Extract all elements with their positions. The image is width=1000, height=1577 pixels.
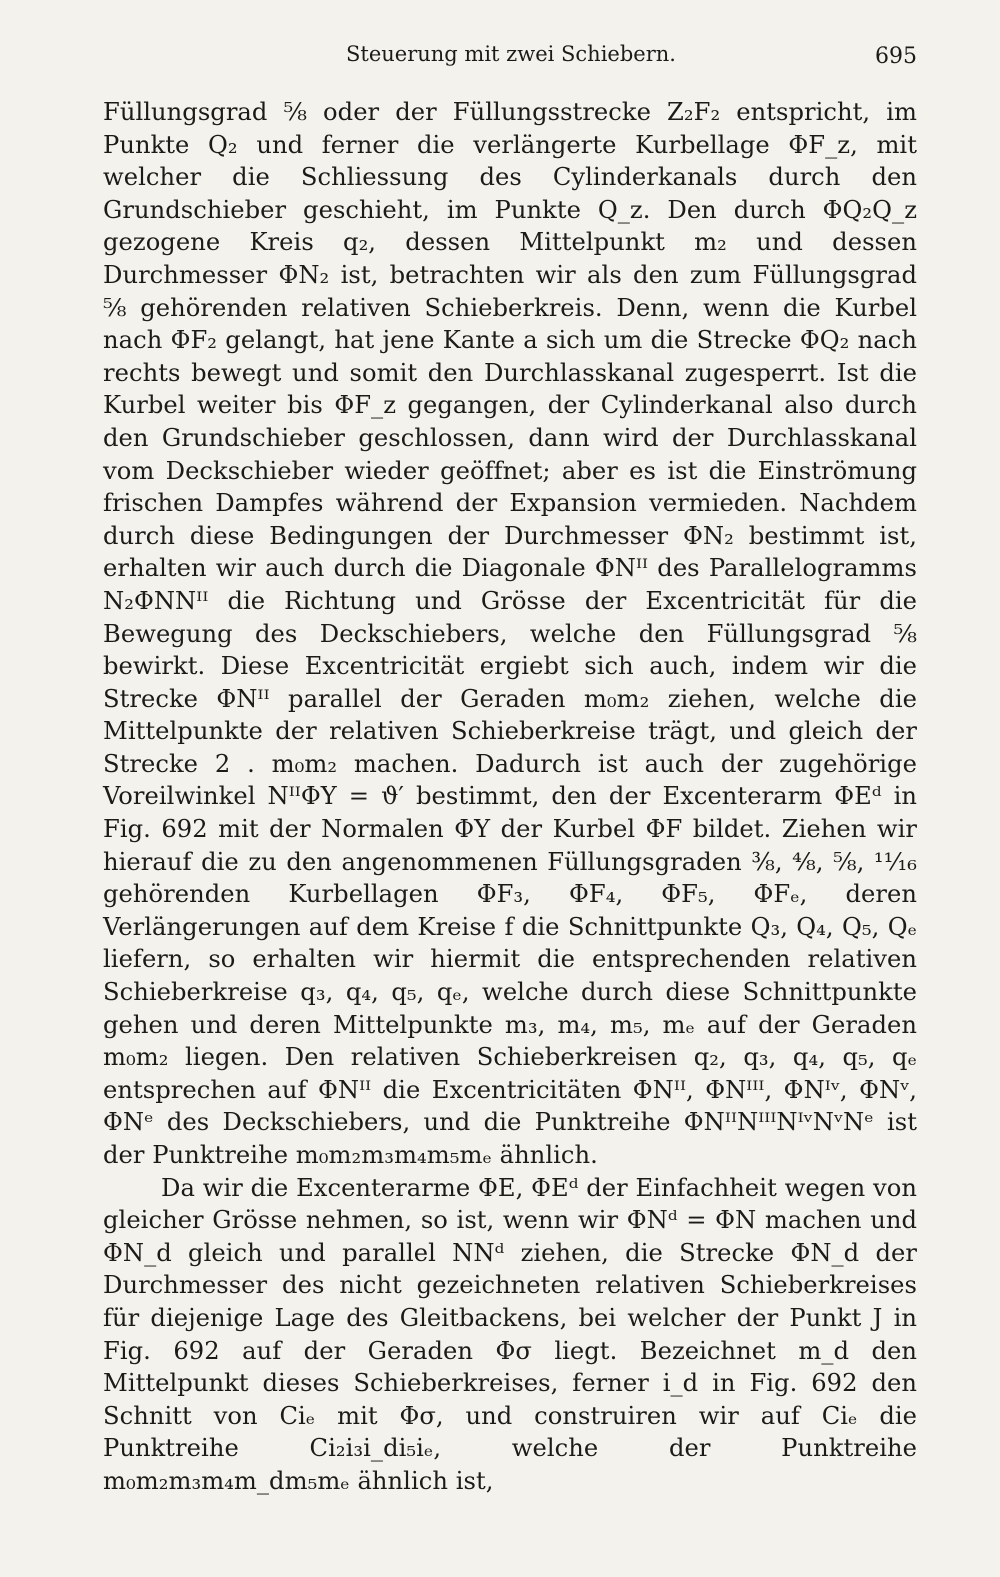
- body-text: [103, 96, 917, 1498]
- page-number: 695: [875, 44, 917, 69]
- running-head: Steuerung mit zwei Schiebern.: [346, 42, 676, 66]
- page-header: [105, 36, 917, 76]
- paragraph-2: Da wir die Excenterarme ΦE, ΦEᵈ der Einfachheit wegen von gleicher Grösse nehmen, so ist, wenn wir ΦNᵈ = ΦN machen und ΦN_d gleich und parallel NNᵈ ziehen, die Strecke ΦN_d der Durchmesser des nicht gezeichneten relativen Schieberkreises für diejenige Lage des Gleitbackens, bei welcher der Punkt J in Fig. 692 auf der Geraden Φσ liegt. Bezeichnet m_d den Mittelpunkt dieses Schieberkreises, ferner i_d in Fig. 692 den Schnitt von Ciₑ mit Φσ, und construiren wir auf Ciₑ die Punktreihe Ci₂i₃i_di₅iₑ, welche der Punktreihe m₀m₂m₃m₄m_dm₅mₑ ähnlich ist,: [103, 1173, 917, 1495]
- paragraph-1: Füllungsgrad ⅝ oder der Füllungsstrecke Z₂F₂ entspricht, im Punkte Q₂ und ferner die verlängerte Kurbellage ΦF_z, mit welcher die Schliessung des Cylinderkanals durch den Grundschieber geschieht, im Punkte Q_z. Den durch ΦQ₂Q_z gezogene Kreis q₂, dessen Mittelpunkt m₂ und dessen Durchmesser ΦN₂ ist, betrachten wir als den zum Füllungsgrad ⅝ gehörenden relativen Schieberkreis. Denn, wenn die Kurbel nach ΦF₂ gelangt, hat jene Kante a sich um die Strecke ΦQ₂ nach rechts bewegt und somit den Durchlasskanal zugesperrt. Ist die Kurbel weiter bis ΦF_z gegangen, der Cylinderkanal also durch den Grundschieber geschlossen, dann wird der Durchlasskanal vom Deckschieber wieder geöffnet; aber es ist die Einströmung frischen Dampfes während der Expansion vermieden. Nachdem durch diese Bedingungen der Durchmesser ΦN₂ bestimmt ist, erhalten wir auch durch die Diagonale ΦNᴵᴵ des Parallelogramms N₂ΦNNᴵᴵ die Richtung und Grösse der Excentricität für die Bewegung des Deckschiebers, welche den Füllungsgrad ⅝ bewirkt. Diese Excentricität ergiebt sich auch, indem wir die Strecke ΦNᴵᴵ parallel der Geraden m₀m₂ ziehen, welche die Mittelpunkte der relativen Schieberkreise trägt, und gleich der Strecke 2 . m₀m₂ machen. Dadurch ist auch der zugehörige Voreilwinkel NᴵᴵΦY = ϑ′ bestimmt, den der Excenterarm ΦEᵈ in Fig. 692 mit der Normalen ΦY der Kurbel ΦF bildet. Ziehen wir hierauf die zu den angenommenen Füllungsgraden ⅜, ⁴⁄₈, ⅝, ¹¹⁄₁₆ gehörenden Kurbellagen ΦF₃, ΦF₄, ΦF₅, ΦFₑ, deren Verlängerungen auf dem Kreise f die Schnittpunkte Q₃, Q₄, Q₅, Qₑ liefern, so erhalten wir hiermit die entsprechenden relativen Schieberkreise q₃, q₄, q₅, qₑ, welche durch diese Schnittpunkte gehen und deren Mittelpunkte m₃, m₄, m₅, mₑ auf der Geraden m₀m₂ liegen. Den relativen Schieberkreisen q₂, q₃, q₄, q₅, qₑ entsprechen auf ΦNᴵᴵ die Excentricitäten ΦNᴵᴵ, ΦNᴵᴵᴵ, ΦNᴵᵛ, ΦNᵛ, ΦNᵉ des Deckschiebers, und die Punktreihe ΦNᴵᴵNᴵᴵᴵNᴵᵛNᵛNᵉ ist der Punktreihe m₀m₂m₃m₄m₅mₑ ähnlich.: [103, 98, 917, 1169]
